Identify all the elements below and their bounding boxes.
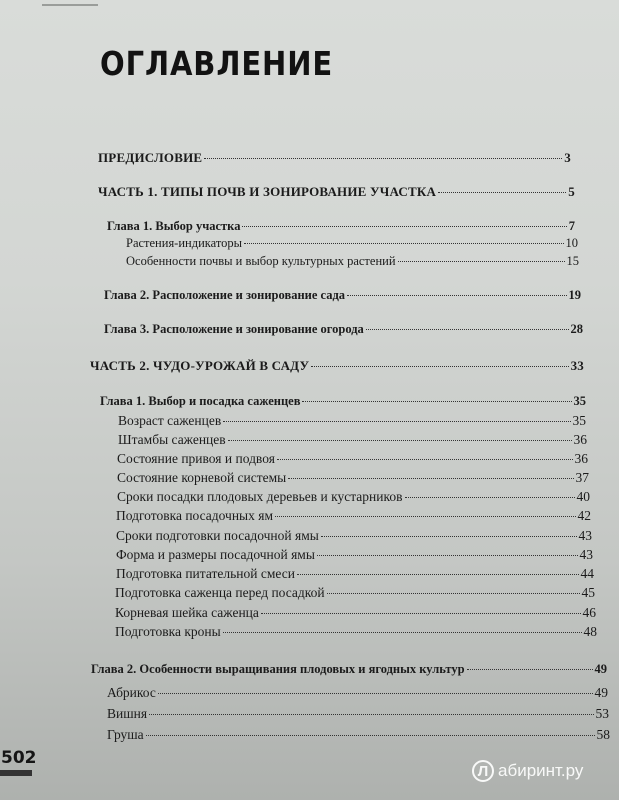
toc-entry-label: Особенности почвы и выбор культурных растений	[126, 254, 396, 268]
leader-dots	[149, 714, 593, 715]
toc-entry	[115, 605, 596, 621]
toc-entry-label: Форма и размеры посадочной ямы	[116, 547, 315, 562]
toc-entry-label: Сроки посадки плодовых деревьев и кустарников	[117, 489, 403, 504]
leader-dots	[317, 555, 578, 556]
toc-entry-page: 15	[566, 254, 579, 268]
toc-entry-label: Абрикос	[107, 685, 156, 700]
toc-entry	[104, 322, 583, 337]
toc-entry-page: 36	[573, 432, 587, 447]
leader-dots	[223, 632, 582, 633]
toc-entry-page: 35	[573, 394, 586, 408]
toc-entry-page: 43	[578, 528, 592, 543]
leader-dots	[398, 261, 565, 262]
toc-entry-page: 46	[582, 605, 596, 620]
leader-dots	[288, 478, 573, 479]
toc-entry	[107, 685, 608, 701]
toc-entry-page: 58	[596, 727, 610, 742]
toc-entry-page: 35	[572, 413, 586, 428]
leader-dots	[275, 516, 575, 517]
toc-entry-page: 48	[583, 624, 597, 639]
toc-entry-label: Подготовка саженца перед посадкой	[115, 585, 325, 600]
toc-entry	[126, 254, 579, 269]
toc-entry-label: Растения-индикаторы	[126, 236, 243, 250]
leader-dots	[297, 574, 579, 575]
leader-dots	[146, 735, 595, 736]
toc-entry-page: 10	[565, 236, 578, 250]
toc-entry	[107, 706, 609, 722]
toc-entry	[117, 451, 588, 467]
toc-entry-label: ЧАСТЬ 1. ТИПЫ ПОЧВ И ЗОНИРОВАНИЕ УЧАСТКА	[98, 184, 437, 199]
toc-entry-label: Штамбы саженцев	[118, 432, 226, 447]
toc-entry-page: 5	[568, 184, 575, 199]
toc-entry-page: 37	[575, 470, 589, 485]
leader-dots	[158, 693, 593, 694]
toc-entry-label: Вишня	[107, 706, 148, 721]
toc-entry-label: Глава 3. Расположение и зонирование огорода	[104, 322, 364, 336]
watermark-text: абиринт.ру	[498, 761, 584, 780]
toc-entry	[116, 566, 594, 582]
leader-dots	[438, 192, 566, 193]
toc-entry	[100, 394, 586, 409]
toc-entry	[98, 184, 575, 200]
toc-entry	[118, 413, 586, 429]
toc-entry-page: 49	[594, 662, 607, 676]
toc-entry-page: 36	[574, 451, 588, 466]
leader-dots	[261, 613, 581, 614]
labirint-logo-icon: Л	[472, 760, 494, 782]
toc-entry-label: ПРЕДИСЛОВИЕ	[98, 150, 203, 165]
toc-entry-label: Подготовка кроны	[115, 624, 221, 639]
page-title: ОГЛАВЛЕНИЕ	[100, 44, 334, 83]
toc-entry-label: Корневая шейка саженца	[115, 605, 259, 620]
toc-entry	[116, 528, 592, 544]
toc-entry	[104, 288, 581, 303]
toc-entry-label: Возраст саженцев	[118, 413, 222, 428]
toc-entry	[107, 219, 575, 234]
toc-entry	[115, 624, 597, 640]
toc-entry-label: Глава 1. Выбор участка	[107, 219, 241, 233]
leader-dots	[204, 158, 562, 159]
page-number-bar	[0, 770, 32, 776]
toc-entry-label: Груша	[107, 727, 144, 742]
leader-dots	[277, 459, 573, 460]
toc-entry	[107, 727, 610, 743]
toc-entry-page: 40	[576, 489, 590, 504]
watermark	[472, 760, 583, 782]
leader-dots	[242, 226, 566, 227]
leader-dots	[405, 497, 575, 498]
toc-entry-label: ЧАСТЬ 2. ЧУДО-УРОЖАЙ В САДУ	[90, 358, 310, 373]
toc-entry-label: Состояние привоя и подвоя	[117, 451, 275, 466]
toc-entry-label: Глава 2. Особенности выращивания плодовых и ягодных культур	[91, 662, 465, 676]
leader-dots	[347, 295, 566, 296]
toc-entry-label: Глава 1. Выбор и посадка саженцев	[100, 394, 301, 408]
toc-entry	[115, 585, 595, 601]
toc-entry-page: 49	[594, 685, 608, 700]
toc-entry-label: Сроки подготовки посадочной ямы	[116, 528, 319, 543]
toc-entry-page: 44	[580, 566, 594, 581]
toc-entry-page: 42	[577, 508, 591, 523]
toc-entry-page: 3	[564, 150, 571, 165]
leader-dots	[321, 536, 577, 537]
leader-dots	[223, 421, 570, 422]
toc-entry-label: Глава 2. Расположение и зонирование сада	[104, 288, 346, 302]
toc-entry-page: 45	[581, 585, 595, 600]
toc-entry-page: 53	[595, 706, 609, 721]
toc-entry	[117, 489, 590, 505]
toc-entry	[91, 662, 607, 677]
leader-dots	[228, 440, 572, 441]
toc-entry-page: 7	[568, 219, 575, 233]
toc-entry	[98, 150, 571, 166]
toc-entry-label: Состояние корневой системы	[117, 470, 287, 485]
leader-dots	[366, 329, 569, 330]
toc-entry	[117, 470, 589, 486]
page-number: 502	[1, 748, 37, 768]
toc-entry-page: 19	[568, 288, 581, 302]
leader-dots	[302, 401, 571, 402]
toc-entry-label: Подготовка питательной смеси	[116, 566, 295, 581]
toc-entry	[118, 432, 587, 448]
toc-entry-page: 33	[570, 358, 584, 373]
toc-entry	[90, 358, 584, 374]
leader-dots	[311, 366, 568, 367]
toc-entry	[116, 547, 593, 563]
toc-entry	[116, 508, 591, 524]
toc-entry-page: 43	[579, 547, 593, 562]
leader-dots	[244, 243, 563, 244]
leader-dots	[327, 593, 580, 594]
toc-entry	[126, 236, 578, 251]
toc-entry-page: 28	[570, 322, 583, 336]
leader-dots	[467, 669, 593, 670]
toc-entry-label: Подготовка посадочных ям	[116, 508, 274, 523]
